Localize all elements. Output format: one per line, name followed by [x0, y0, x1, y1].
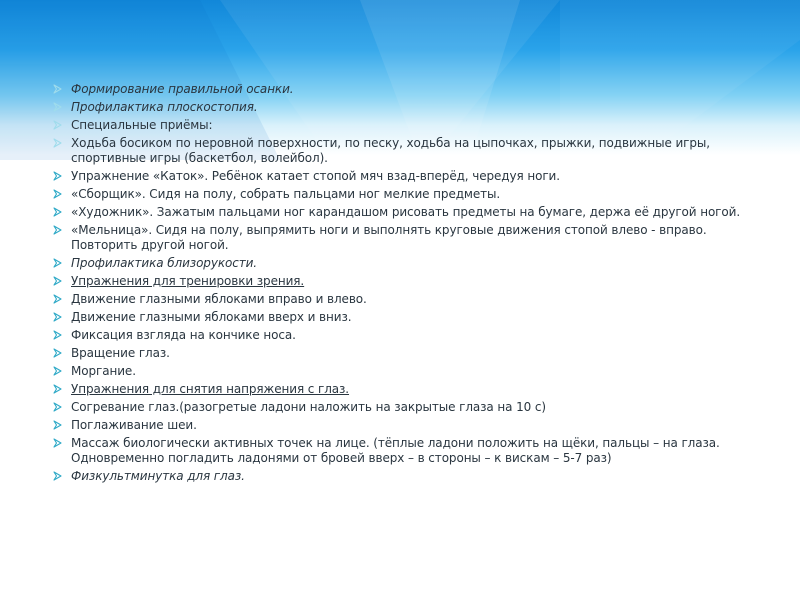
arrow-bullet-icon: [52, 83, 64, 95]
arrow-bullet-icon: [52, 470, 64, 482]
list-item-text: «Сборщик». Сидя на полу, собрать пальцами ног мелкие предметы.: [71, 187, 501, 201]
list-item: [52, 118, 742, 133]
bullet-list: [52, 82, 742, 487]
arrow-bullet-icon: [52, 293, 64, 305]
list-item: [52, 436, 742, 466]
arrow-bullet-icon: [52, 137, 64, 149]
arrow-bullet-icon: [52, 170, 64, 182]
list-item-text: Формирование правильной осанки.: [71, 82, 294, 96]
list-item: [52, 328, 742, 343]
arrow-bullet-icon: [52, 329, 64, 341]
arrow-bullet-icon: [52, 419, 64, 431]
list-item: [52, 400, 742, 415]
arrow-bullet-icon: [52, 437, 64, 449]
list-item-text: Физкультминутка для глаз.: [71, 469, 245, 483]
list-item: [52, 223, 742, 253]
list-item: [52, 418, 742, 433]
arrow-bullet-icon: [52, 311, 64, 323]
list-item-text: Упражнение «Каток». Ребёнок катает стопой мяч взад-вперёд, чередуя ноги.: [71, 169, 560, 183]
list-item: [52, 346, 742, 361]
arrow-bullet-icon: [52, 257, 64, 269]
arrow-bullet-icon: [52, 101, 64, 113]
arrow-bullet-icon: [52, 206, 64, 218]
list-item-text: Фиксация взгляда на кончике носа.: [71, 328, 296, 342]
list-item: [52, 187, 742, 202]
list-item-text: Профилактика плоскостопия.: [71, 100, 258, 114]
list-item-text: Вращение глаз.: [71, 346, 170, 360]
list-item-text: Профилактика близорукости.: [71, 256, 258, 270]
list-item-text: Движение глазными яблоками вправо и влево.: [71, 292, 367, 306]
list-item: [52, 205, 742, 220]
arrow-bullet-icon: [52, 383, 64, 395]
list-item: [52, 169, 742, 184]
list-item: [52, 310, 742, 325]
arrow-bullet-icon: [52, 188, 64, 200]
list-item: [52, 469, 742, 484]
list-item-text: Поглаживание шеи.: [71, 418, 197, 432]
list-item-text: Ходьба босиком по неровной поверхности, по песку, ходьба на цыпочках, прыжки, подвижные игры, спортивные игры (баскетбол, волейбол).: [71, 136, 710, 165]
list-item: [52, 274, 742, 289]
list-item-text: «Мельница». Сидя на полу, выпрямить ноги и выполнять круговые движения стопой влево - вправо. Повторить другой ногой.: [71, 223, 707, 252]
list-item: [52, 82, 742, 97]
arrow-bullet-icon: [52, 401, 64, 413]
arrow-bullet-icon: [52, 347, 64, 359]
list-item-text: Моргание.: [71, 364, 136, 378]
list-item-text: Упражнения для снятия напряжения с глаз.: [71, 382, 350, 396]
arrow-bullet-icon: [52, 275, 64, 287]
list-item: [52, 364, 742, 379]
list-item: [52, 382, 742, 397]
list-item: [52, 136, 742, 166]
list-item-text: Согревание глаз.(разогретые ладони наложить на закрытые глаза на 10 с): [71, 400, 546, 414]
arrow-bullet-icon: [52, 119, 64, 131]
list-item-text: Массаж биологически активных точек на лице. (тёплые ладони положить на щёки, пальцы – на глаза. Одновременно погладить ладонями от бровей вверх – в стороны – к вискам – 5-7 раз): [71, 436, 720, 465]
list-item: [52, 292, 742, 307]
list-item: [52, 256, 742, 271]
list-item-text: Специальные приёмы:: [71, 118, 213, 132]
list-item: [52, 100, 742, 115]
list-item-text: Движение глазными яблоками вверх и вниз.: [71, 310, 352, 324]
list-item-text: «Художник». Зажатым пальцами ног карандашом рисовать предметы на бумаге, держа её другой ногой.: [71, 205, 741, 219]
arrow-bullet-icon: [52, 365, 64, 377]
list-item-text: Упражнения для тренировки зрения.: [71, 274, 305, 288]
arrow-bullet-icon: [52, 224, 64, 236]
